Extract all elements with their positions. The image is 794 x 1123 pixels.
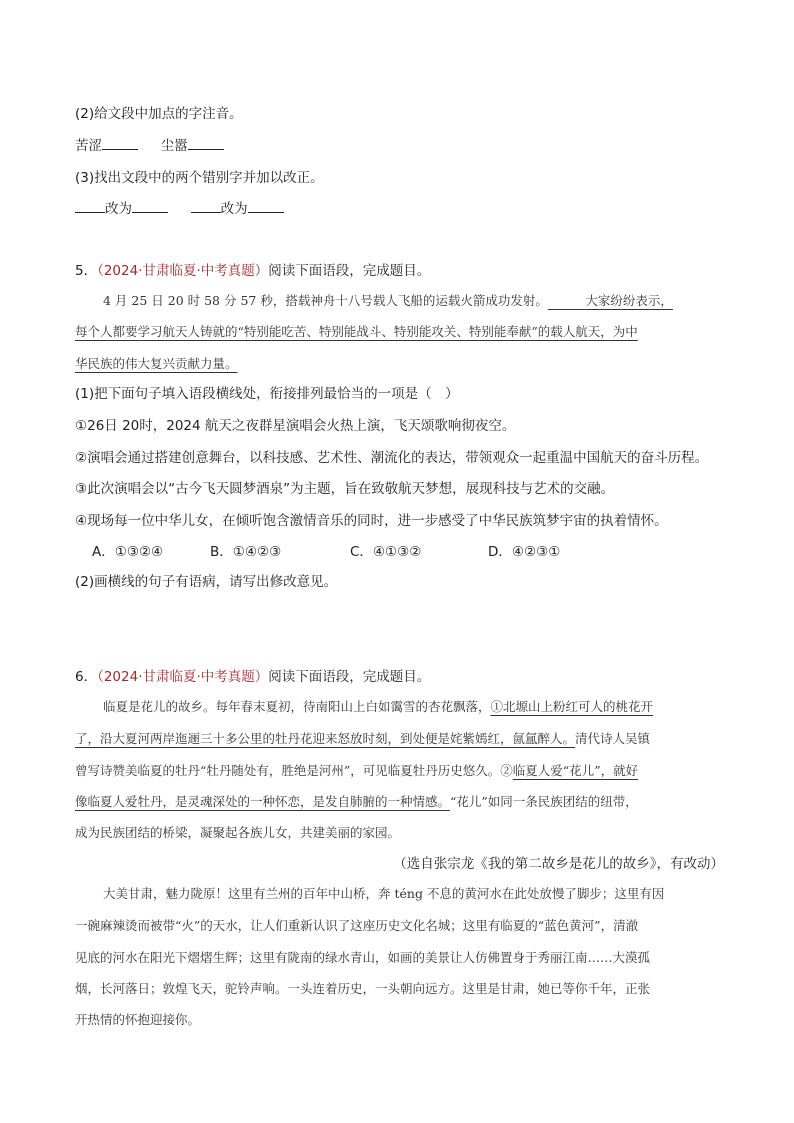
underlined-sentence: 大家纷纷表示， <box>585 293 673 308</box>
q4-word-1: 苦涩 <box>75 138 102 154</box>
answer-blank[interactable] <box>191 200 221 213</box>
q5-passage-line-3 <box>75 354 238 372</box>
option-b[interactable]: B．①④②③ <box>210 544 282 560</box>
fill-blank-line <box>548 293 586 308</box>
answer-blank[interactable] <box>75 200 105 213</box>
answer-blank[interactable] <box>102 137 138 150</box>
q5-sentence-1: ①26日 20时，2024 航天之夜群星演唱会火热上演，飞天颂歌响彻夜空。 <box>75 418 516 434</box>
underlined-sentence: 每个人都要学习航天人铸就的“特别能吃苦、特别能战斗、特别能攻关、特别能奉献”的载人航天，为中 <box>75 324 638 339</box>
q6-citation: （选自张宗龙《我的第二故乡是花儿的故乡》，有改动） <box>393 856 724 872</box>
q6-passage-line-5: 成为民族团结的桥梁，凝聚起各族儿女，共建美丽的家园。 <box>75 825 401 840</box>
question-source: （2024·甘肃临夏·中考真题） <box>97 669 269 685</box>
q4-word-2: 尘嚣 <box>160 138 188 154</box>
q6-material-line-3: 见底的河水在阳光下熠熠生辉；这里有陇南的绿水青山，如画的美景让人仿佛置身于秀丽江南……大漠孤 <box>75 950 651 965</box>
q4-correction-blanks <box>75 197 284 217</box>
q4-sub2: (2)给文段中加点的字注音。 <box>75 106 243 122</box>
q5-header <box>75 259 430 279</box>
q5-passage-line-1: 4 月 25 日 20 时 58 分 57 秒，搭载神舟十八号载人飞船的运载火箭成功发射。 大家纷纷表示， <box>103 293 673 308</box>
q5-sentence-4: ④现场每一位中华儿女，在倾听饱含激情音乐的同时，进一步感受了中华民族筑梦宇宙的执着情怀。 <box>75 513 668 529</box>
q6-header <box>75 665 430 685</box>
underlined-sentence: ①北塬山上粉红可人的桃花开 <box>490 699 654 714</box>
underlined-sentence: 华民族的伟大复兴贡献力量。 <box>75 356 238 371</box>
underlined-sentence: 临夏人爱“花儿”，就好 <box>512 763 639 778</box>
q6-material-line-4: 烟，长河落日；敦煌飞天，驼铃声响。一头连着历史，一头朝向远方。这里是甘肃，她已等你千年，正张 <box>75 981 651 996</box>
q6-passage-line-2: 了，沿大夏河两岸迤逦三十多公里的牡丹花迎来怒放时刻，到处便是姹紫嫣红，氤氲醉人。清代诗人吴镇 <box>75 731 651 746</box>
answer-blank[interactable] <box>188 137 224 150</box>
q6-material-line-2: 一碗麻辣烫而被带“火”的天水，让人们重新认识了这座历史文化名城；这里有临夏的“蓝色黄河”，清澈 <box>75 918 639 933</box>
question-prompt: 阅读下面语段，完成题目。 <box>268 263 431 279</box>
q5-sub1: (1)把下面句子填入语段横线处，衔接排列最恰当的一项是（ ） <box>75 386 459 402</box>
option-d[interactable]: D．④②③① <box>488 544 561 560</box>
correction-label: 改为 <box>105 201 132 217</box>
option-a[interactable]: A．①③②④ <box>92 544 164 560</box>
q5-options <box>92 540 560 560</box>
q4-sub3: (3)找出文段中的两个错别字并加以改正。 <box>75 170 324 186</box>
question-number: 6． <box>75 669 98 685</box>
q5-passage-line-2 <box>75 322 638 340</box>
q5-sub2: (2)画横线的句子有语病，请写出修改意见。 <box>75 574 338 590</box>
correction-label: 改为 <box>220 201 248 217</box>
q6-material-line-5: 开热情的怀抱迎接你。 <box>75 1012 201 1027</box>
q6-passage-line-4: 像临夏人爱牡丹，是灵魂深处的一种怀恋，是发自肺腑的一种情感。“花儿”如同一条民族团结的纽带， <box>75 794 638 809</box>
question-source: （2024·甘肃临夏·中考真题） <box>97 263 269 279</box>
underlined-sentence: 像临夏人爱牡丹，是灵魂深处的一种怀恋，是发自肺腑的一种情感。 <box>75 794 451 809</box>
answer-blank[interactable] <box>248 200 284 213</box>
underlined-sentence: 了，沿大夏河两岸迤逦三十多公里的牡丹花迎来怒放时刻，到处便是姹紫嫣红，氤氲醉人。 <box>75 731 576 746</box>
q5-sentence-3: ③此次演唱会以“古今飞天圆梦酒泉”为主题，旨在致敬航天梦想，展现科技与艺术的交融。 <box>75 481 615 497</box>
question-number: 5． <box>75 263 98 279</box>
q6-passage-line-3: 曾写诗赞美临夏的牡丹“牡丹随处有，胜绝是河州”，可见临夏牡丹历史悠久。②临夏人爱“花儿”，就好 <box>75 763 639 778</box>
answer-blank[interactable] <box>132 200 168 213</box>
q5-sentence-2: ②演唱会通过搭建创意舞台，以科技感、艺术性、潮流化的表达，带领观众一起重温中国航天的奋斗历程。 <box>75 450 709 466</box>
q6-passage-line-1: 临夏是花儿的故乡。每年春末夏初，待南阳山上白如霭雪的杏花飘落，①北塬山上粉红可人的桃花开 <box>103 699 654 714</box>
q4-pinyin-blanks <box>75 134 224 154</box>
option-c[interactable]: C．④①③② <box>350 544 422 560</box>
q6-material-line-1: 大美甘肃，魅力陇原！这里有兰州的百年中山桥，奔 téng 不息的黄河水在此处放慢了脚步；这里有因 <box>103 886 665 901</box>
question-prompt: 阅读下面语段，完成题目。 <box>268 669 431 685</box>
